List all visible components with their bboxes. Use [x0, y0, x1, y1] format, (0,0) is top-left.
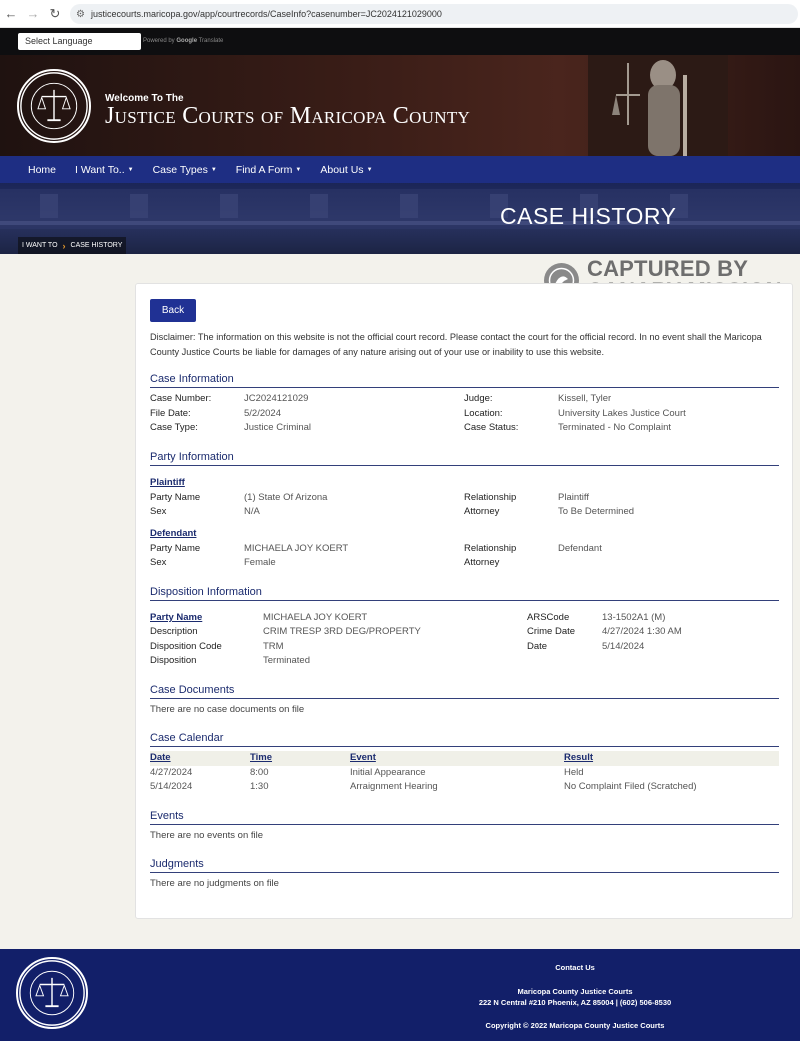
- section-divider: [150, 872, 779, 873]
- nav-about-us-label: About Us: [320, 163, 364, 176]
- county-seal-logo[interactable]: [17, 69, 91, 143]
- defendant-name-label: Party Name: [150, 543, 201, 554]
- defendant-sex-label: Sex: [150, 557, 167, 568]
- welcome-text: Welcome To The: [105, 93, 184, 104]
- powered-by-label: Powered by: [143, 38, 175, 44]
- url-text: justicecourts.maricopa.gov/app/courtrecords/CaseInfo?casenumber=JC2024121029000: [90, 9, 442, 19]
- plaintiff-heading[interactable]: Plaintiff: [150, 477, 185, 488]
- section-divider: [150, 465, 779, 466]
- nav-case-types[interactable]: [153, 164, 217, 176]
- forward-arrow-icon[interactable]: →: [26, 6, 40, 21]
- lady-justice-statue-image: [588, 55, 728, 156]
- page-title: CASE HISTORY: [500, 203, 677, 229]
- nav-i-want-to-label: I Want To..: [75, 163, 125, 176]
- disposition-label: Disposition: [150, 655, 197, 666]
- calendar-col-time[interactable]: Time: [250, 752, 273, 763]
- disclaimer-text: Disclaimer: The information on this website is not the official court record. Please contact the court for the official record. In no event shall the Maricopa County Justice Courts be liable for damages of any nature arising out of your use or inability to use this website.: [150, 332, 762, 357]
- plaintiff-attorney-value: To Be Determined: [558, 506, 635, 517]
- plaintiff-attorney-label: Attorney: [464, 506, 500, 517]
- no-events-text: There are no events on file: [150, 830, 264, 841]
- no-judgments-text: There are no judgments on file: [150, 878, 279, 889]
- caret-down-icon: ▼: [295, 166, 302, 173]
- calendar-col-date[interactable]: Date: [150, 752, 171, 763]
- main-navigation: [0, 156, 800, 183]
- defendant-relationship-value: Defendant: [558, 543, 602, 554]
- calendar-header-row: [150, 751, 779, 766]
- nav-i-want-to[interactable]: [75, 164, 134, 176]
- description-label: Description: [150, 626, 198, 637]
- case-calendar-heading: Case Calendar: [150, 732, 224, 744]
- back-arrow-icon[interactable]: ←: [4, 6, 18, 21]
- case-number-value: JC2024121029: [244, 393, 309, 404]
- watermark-line-1: CAPTURED BY: [587, 256, 749, 281]
- disposition-date-value: 5/14/2024: [602, 641, 645, 652]
- disposition-party-name-value: MICHAELA JOY KOERT: [263, 612, 368, 623]
- google-logo-text: Google: [176, 38, 198, 44]
- case-documents-heading: Case Documents: [150, 684, 235, 696]
- location-value: University Lakes Justice Court: [558, 408, 686, 419]
- party-information-heading: Party Information: [150, 451, 234, 463]
- plaintiff-name-value: (1) State Of Arizona: [244, 492, 328, 503]
- powered-by-google: [143, 38, 223, 44]
- chevron-right-icon: ›: [62, 240, 66, 251]
- judge-value: Kissell, Tyler: [558, 393, 612, 404]
- disposition-code-value: TRM: [263, 641, 284, 652]
- case-information-heading: Case Information: [150, 373, 234, 385]
- nav-home-label: Home: [28, 163, 57, 176]
- courthouse-frieze-image: [0, 189, 800, 229]
- reload-icon[interactable]: ↻: [49, 5, 61, 21]
- location-label: Location:: [464, 408, 503, 419]
- section-divider: [150, 824, 779, 825]
- file-date-label: File Date:: [150, 408, 191, 419]
- disposition-information-heading: Disposition Information: [150, 586, 262, 598]
- page-hero: [0, 183, 800, 254]
- site-header: [0, 55, 800, 156]
- calendar-cell: Arraignment Hearing: [350, 781, 438, 792]
- calendar-cell: 4/27/2024: [150, 767, 193, 778]
- caret-down-icon: ▼: [366, 166, 373, 173]
- section-divider: [150, 698, 779, 699]
- description-value: CRIM TRESP 3RD DEG/PROPERTY: [263, 626, 421, 637]
- judgments-heading: Judgments: [150, 858, 204, 870]
- footer-address: 222 N Central #210 Phoenix, AZ 85004 | (602) 506-8530: [478, 998, 672, 1007]
- calendar-cell: Initial Appearance: [350, 767, 426, 778]
- plaintiff-relationship-label: Relationship: [464, 492, 517, 503]
- defendant-attorney-label: Attorney: [464, 557, 500, 568]
- nav-find-a-form[interactable]: [236, 164, 302, 176]
- translate-label: Translate: [198, 38, 224, 44]
- nav-about-us[interactable]: [320, 164, 372, 176]
- nav-home[interactable]: [28, 164, 56, 176]
- calendar-col-event[interactable]: Event: [350, 752, 376, 763]
- ars-code-label: ARSCode: [527, 612, 570, 623]
- plaintiff-sex-label: Sex: [150, 506, 167, 517]
- disposition-code-label: Disposition Code: [150, 641, 222, 652]
- plaintiff-relationship-value: Plaintiff: [558, 492, 589, 503]
- section-divider: [150, 600, 779, 601]
- caret-down-icon: ▼: [210, 166, 217, 173]
- case-number-label: Case Number:: [150, 393, 212, 404]
- browser-toolbar: [0, 0, 800, 28]
- breadcrumb-case-history: CASE HISTORY: [70, 242, 123, 249]
- crime-date-label: Crime Date: [527, 626, 576, 637]
- defendant-relationship-label: Relationship: [464, 543, 517, 554]
- disposition-party-name-label[interactable]: Party Name: [150, 612, 203, 623]
- ars-code-value: 13-1502A1 (M): [602, 612, 666, 623]
- site-settings-icon[interactable]: ⚙: [76, 8, 85, 20]
- calendar-cell: Held: [564, 767, 584, 778]
- address-bar[interactable]: [70, 4, 798, 24]
- calendar-cell: 8:00: [250, 767, 269, 778]
- footer-copyright: Copyright © 2022 Maricopa County Justice Courts: [485, 1021, 665, 1030]
- breadcrumb: [18, 237, 126, 254]
- footer-county-seal-logo: [16, 957, 88, 1029]
- caret-down-icon: ▼: [127, 166, 134, 173]
- no-documents-text: There are no case documents on file: [150, 704, 305, 715]
- case-status-value: Terminated - No Complaint: [558, 422, 671, 433]
- site-title[interactable]: Justice Courts of Maricopa County: [105, 103, 471, 129]
- calendar-cell: No Complaint Filed (Scratched): [564, 781, 697, 792]
- breadcrumb-i-want-to[interactable]: I WANT TO: [22, 242, 58, 249]
- disposition-date-label: Date: [527, 641, 548, 652]
- site-footer: [0, 949, 800, 1041]
- nav-case-types-label: Case Types: [152, 163, 208, 176]
- calendar-cell: 1:30: [250, 781, 269, 792]
- file-date-value: 5/2/2024: [244, 408, 281, 419]
- calendar-col-result[interactable]: Result: [564, 752, 594, 763]
- section-divider: [150, 746, 779, 747]
- case-type-value: Justice Criminal: [244, 422, 312, 433]
- judge-label: Judge:: [464, 393, 493, 404]
- nav-find-a-form-label: Find A Form: [235, 163, 293, 176]
- calendar-cell: 5/14/2024: [150, 781, 193, 792]
- back-button[interactable]: Back: [150, 299, 196, 322]
- case-status-label: Case Status:: [464, 422, 519, 433]
- disposition-value: Terminated: [263, 655, 310, 666]
- footer-org-name: Maricopa County Justice Courts: [517, 987, 633, 996]
- plaintiff-sex-value: N/A: [244, 506, 260, 517]
- case-type-label: Case Type:: [150, 422, 198, 433]
- case-details-card: [135, 283, 793, 919]
- translate-bar: [0, 28, 800, 55]
- language-select[interactable]: Select Language: [18, 33, 141, 50]
- plaintiff-name-label: Party Name: [150, 492, 201, 503]
- defendant-name-value: MICHAELA JOY KOERT: [244, 543, 349, 554]
- crime-date-value: 4/27/2024 1:30 AM: [602, 626, 682, 637]
- section-divider: [150, 387, 779, 388]
- events-heading: Events: [150, 810, 184, 822]
- defendant-heading[interactable]: Defendant: [150, 528, 197, 539]
- contact-us-link[interactable]: Contact Us: [555, 963, 595, 972]
- defendant-sex-value: Female: [244, 557, 276, 568]
